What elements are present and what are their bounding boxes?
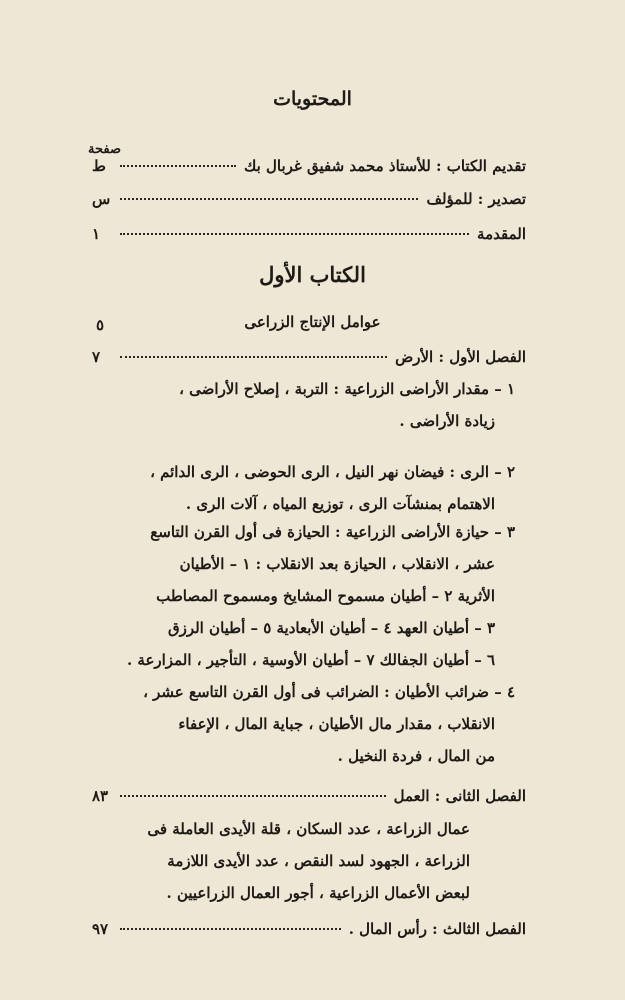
leader-dots [120,356,387,358]
page-title: المحتويات [273,88,352,110]
chapter-1-line: زيادة الأراضى . [399,412,495,430]
toc-entry-page: ١ [92,225,101,243]
toc-entry-label: المقدمة [477,225,526,243]
chapter-1-line: ٢ – الرى : فيضان نهر النيل ، الرى الحوضى ، الرى الدائم ، [150,463,515,481]
chapter-1-line: عشر ، الانقلاب ، الحيازة بعد الانقلاب : ١ – الأطيان [179,555,495,573]
chapter-1-line: ٣ – أطيان العهد ٤ – أطيان الأبعادية ٥ – أطيان الرزق [167,619,495,637]
leader-dots [120,928,341,930]
chapter-1-line: ٣ – حيازة الأراضى الزراعية : الحيازة فى أول القرن التاسع [150,523,515,541]
chapter-label: الفصل الثالث : رأس المال . [348,920,526,938]
toc-entry-introduction[interactable] [92,157,526,175]
book-subtitle-page: ٥ [96,316,105,334]
chapter-2-line: لبعض الأعمال الزراعية ، أجور العمال الزراعيين . [166,884,470,902]
toc-chapter-2[interactable] [92,787,526,805]
chapter-1-line: ١ – مقدار الأراضى الزراعية : التربة ، إصلاح الأراضى ، [179,380,515,398]
page-column-label: صفحة [88,142,121,157]
toc-entry-preface[interactable] [92,190,526,208]
toc-entry-foreword[interactable] [92,225,526,243]
chapter-1-line: ٤ – ضرائب الأطيان : الضرائب فى أول القرن التاسع عشر ، [143,683,515,701]
chapter-2-line: عمال الزراعة ، عدد السكان ، قلة الأيدى العاملة فى [147,820,470,838]
toc-entry-page: س [92,190,111,208]
chapter-1-line: من المال ، فردة النخيل . [337,747,495,765]
chapter-label: الفصل الثانى : العمل [393,787,526,805]
toc-entry-label: تقديم الكتاب : للأستاذ محمد شفيق غربال بك [243,157,526,175]
chapter-page: ٧ [92,348,101,366]
chapter-page: ٩٧ [92,920,109,938]
toc-entry-label: تصدير : للمؤلف [426,190,526,208]
leader-dots [120,198,418,200]
chapter-1-line: ٦ – أطيان الجفالك ٧ – أطيان الأوسية ، التأجير ، المزارعة . [126,651,495,669]
chapter-label: الفصل الأول : الأرض [395,348,526,366]
toc-entry-page: ط [92,157,106,175]
toc-chapter-1[interactable] [92,348,526,366]
chapter-1-line: الأثرية ٢ – أطيان مسموح المشايخ ومسموح المصاطب [156,587,495,605]
chapter-2-line: الزراعة ، الجهود لسد النقص ، عدد الأيدى اللازمة [167,852,470,870]
toc-chapter-3[interactable] [92,920,526,938]
book-title: الكتاب الأول [259,262,366,287]
leader-dots [120,795,386,797]
chapter-page: ٨٣ [92,787,109,805]
chapter-1-line: الانقلاب ، مقدار مال الأطيان ، جباية المال ، الإعفاء [178,715,495,733]
chapter-1-line: الاهتمام بمنشآت الرى ، توزيع المياه ، آلات الرى . [185,495,495,513]
leader-dots [120,233,469,235]
book-subtitle: عوامل الإنتاج الزراعى [244,313,381,331]
leader-dots [120,165,236,167]
